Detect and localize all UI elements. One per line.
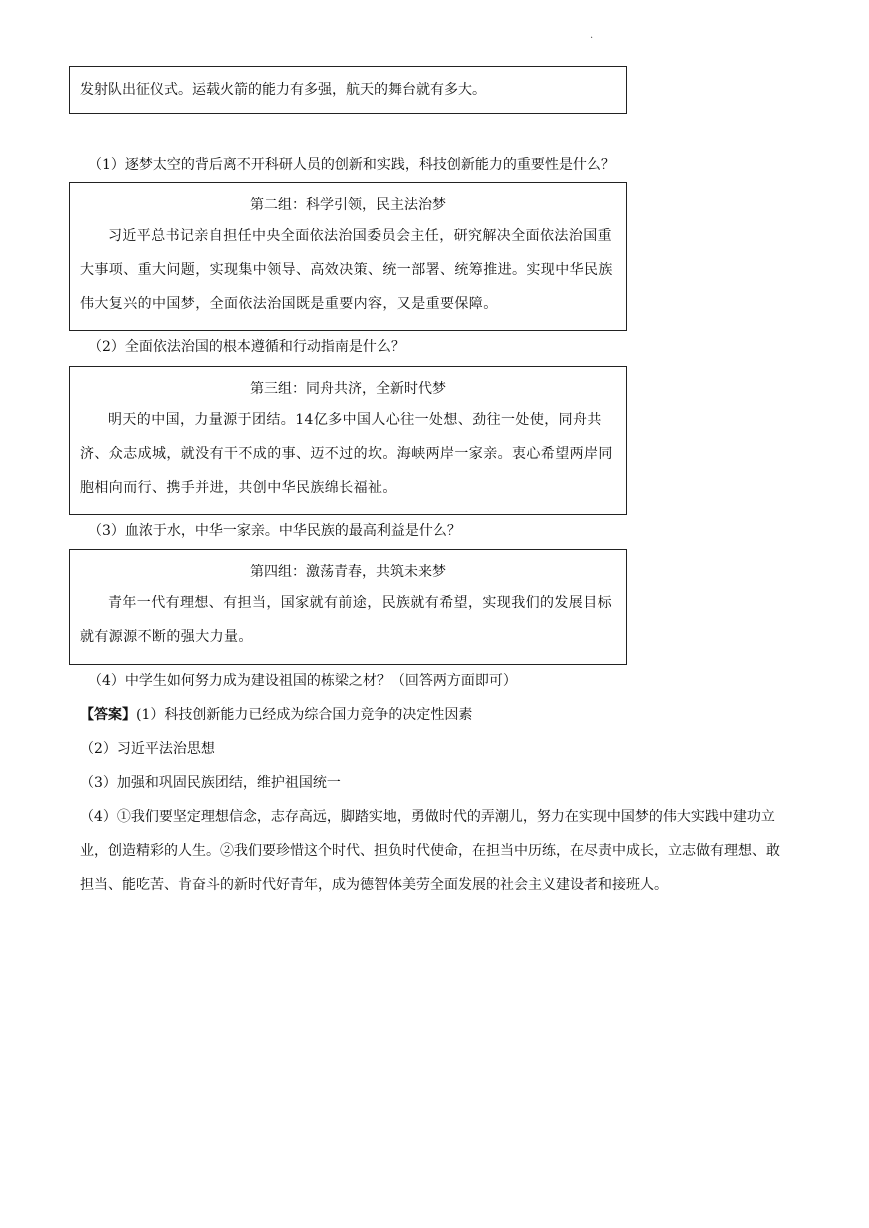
group-2-body: 习近平总书记亲自担任中央全面依法治国委员会主任，研究解决全面依法治国重大事项、重大问题，实现集中领导、高效决策、统一部署、统筹推进。实现中华民族伟大复兴的中国梦，全面依法治国既是重要内容，又是重要保障。 <box>80 228 613 312</box>
group-3-title: 第三组：同舟共济，全新时代梦 <box>250 381 446 397</box>
group-4-title: 第四组：激荡青春，共筑未来梦 <box>250 564 446 580</box>
answer-2: （2）习近平法治思想 <box>80 741 215 757</box>
group-3-body: 明天的中国，力量源于团结。14亿多中国人心往一处想、劲往一处使，同舟共济、众志成城，就没有干不成的事、迈不过的坎。海峡两岸一家亲。衷心希望两岸同胞相向而行、携手并进，共创中华民族绵长福祉。 <box>80 412 613 496</box>
answer-section <box>80 698 792 902</box>
group-2-title: 第二组：科学引领，民主法治梦 <box>250 197 446 213</box>
group-3-box <box>69 366 627 515</box>
question-2: （2）全面依法治国的根本遵循和行动指南是什么？ <box>88 339 405 355</box>
group-2-box <box>69 182 627 331</box>
question-3: （3）血浓于水，中华一家亲。中华民族的最高利益是什么？ <box>88 523 461 539</box>
answer-label: 【答案】 <box>80 707 136 723</box>
answer-1: (1）科技创新能力已经成为综合国力竞争的决定性因素 <box>136 707 473 723</box>
answer-4: （4）①我们要坚定理想信念，志存高远，脚踏实地，勇做时代的弄潮儿，努力在实现中国梦的伟大实践中建功立业，创造精彩的人生。②我们要珍惜这个时代、担负时代使命，在担当中历练，在尽责中成长，立志做有理想、敢担当、能吃苦、肯奋斗的新时代好青年，成为德智体美劳全面发展的社会主义建设者和接班人。 <box>80 809 780 893</box>
answer-3: （3）加强和巩固民族团结，维护祖国统一 <box>80 775 341 791</box>
top-box <box>69 66 627 114</box>
question-1: （1）逐梦太空的背后离不开科研人员的创新和实践，科技创新能力的重要性是什么？ <box>88 157 615 173</box>
group-4-body: 青年一代有理想、有担当，国家就有前途，民族就有希望，实现我们的发展目标就有源源不断的强大力量。 <box>80 595 612 645</box>
top-box-text: 发射队出征仪式。运载火箭的能力有多强，航天的舞台就有多大。 <box>80 82 486 98</box>
page-mark: . <box>590 30 594 41</box>
group-4-box <box>69 549 627 665</box>
answer-1-line <box>80 698 792 732</box>
question-4: （4）中学生如何努力成为建设祖国的栋梁之材？（回答两方面即可） <box>88 673 517 689</box>
